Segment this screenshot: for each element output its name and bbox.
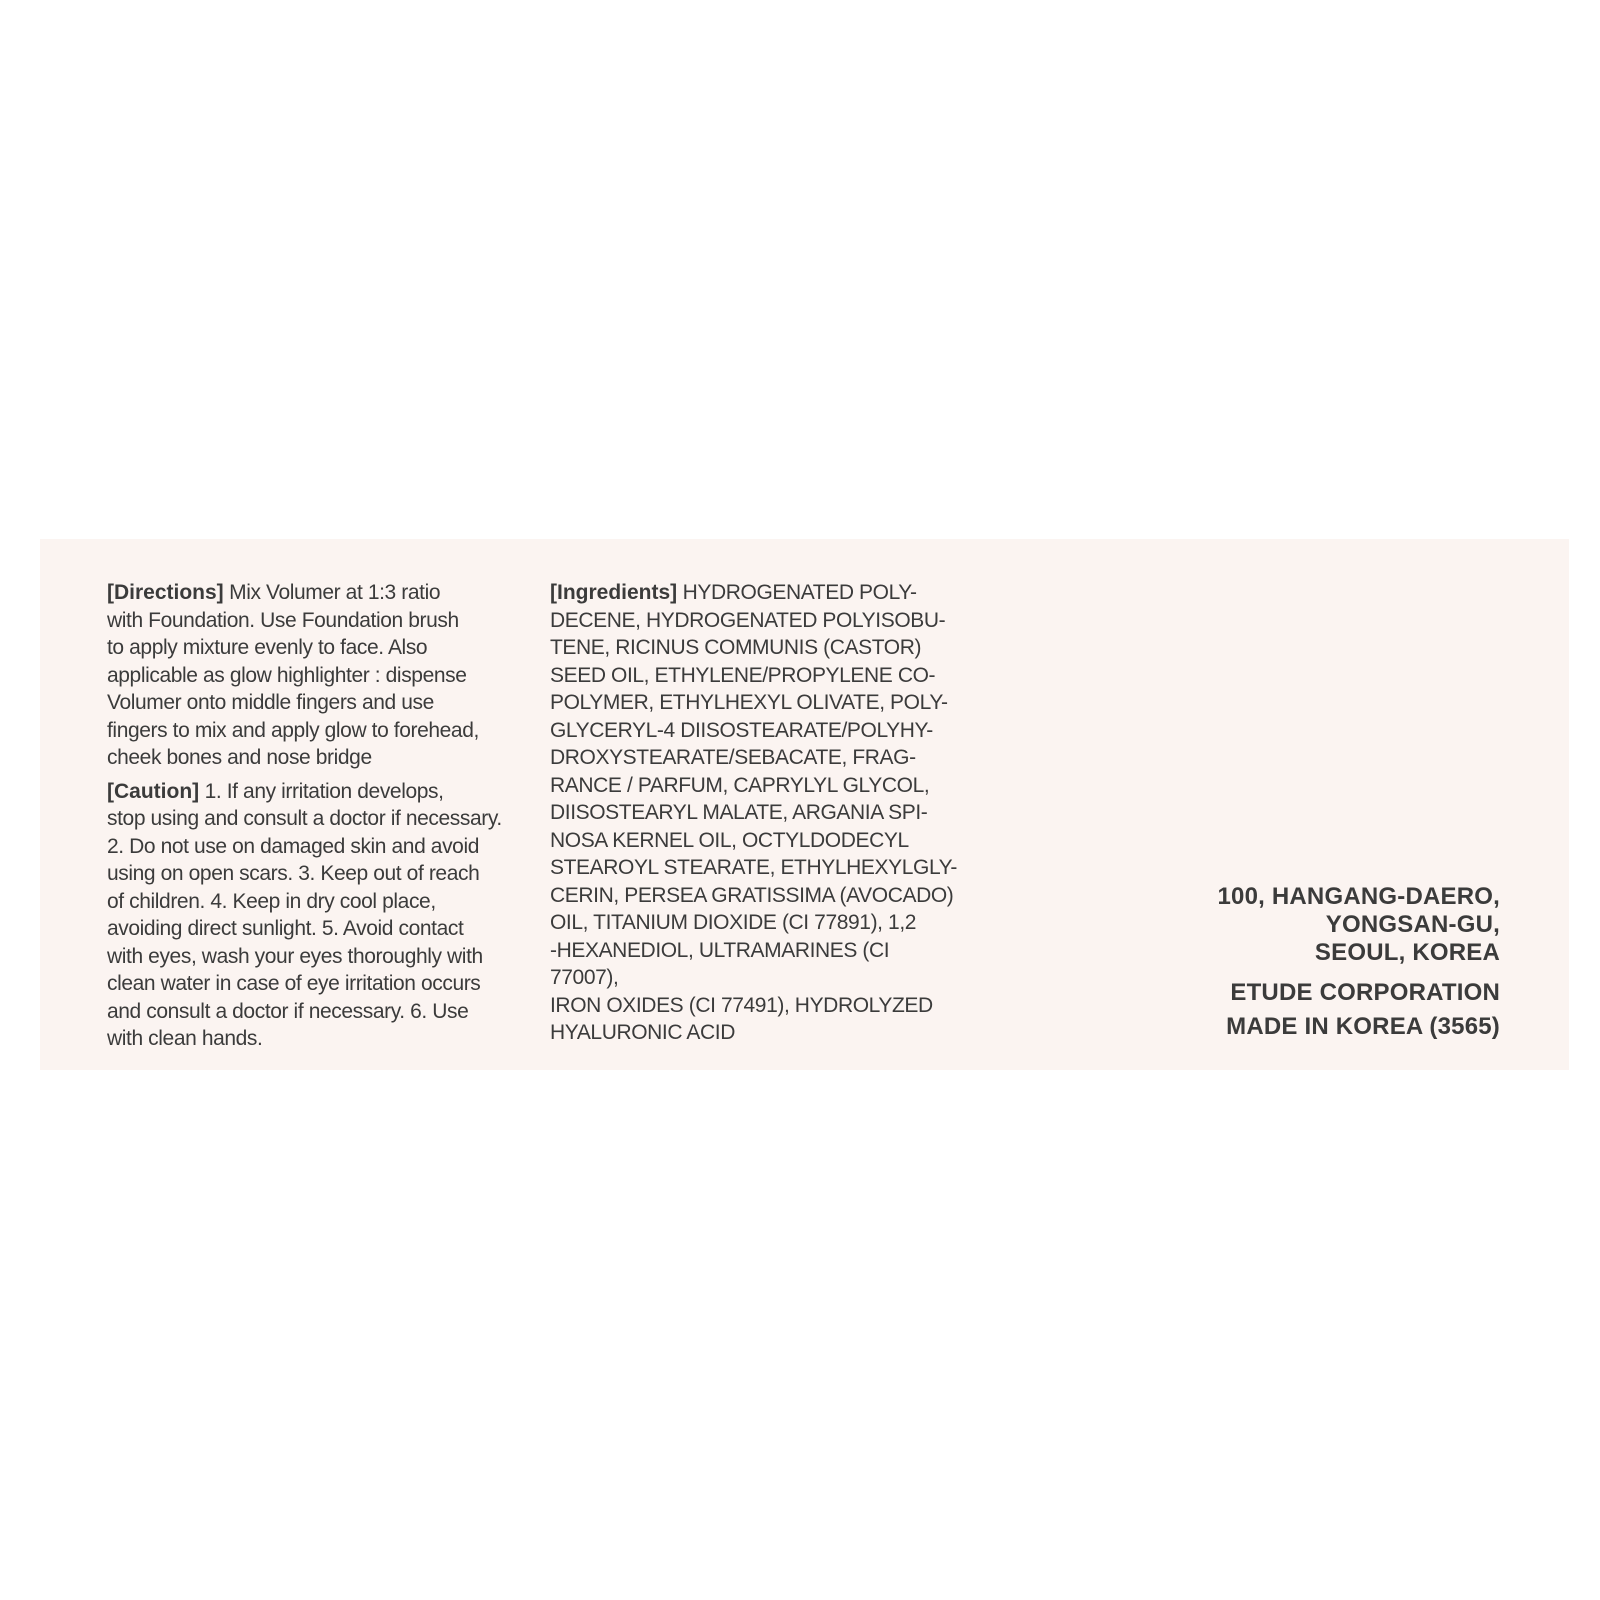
- directions-caution-column: [107, 579, 517, 1059]
- ingredients-text: HYDROGENATED POLY- DECENE, HYDROGENATED POLYISOBU- TENE, RICINUS COMMUNIS (CASTOR) SEED OIL, ETHYLENE/PROPYLENE CO- POLYMER, ETHYLHEXYL OLIVATE, POLY- GLYCERYL-4 DIISOSTEARATE/POLYHY- DROXYSTEARATE/SEBACATE, FRAG- RANCE / PARFUM, CAPRYLYL GLYCOL, DIISOSTEARYL MALATE, ARGANIA SPI- NOSA KERNEL OIL, OCTYLDODECYL STEAROYL STEARATE, ETHYLHEXYLGLY- CERIN, PERSEA GRATISSIMA (AVOCADO) OIL, TITANIUM DIOXIDE (CI 77891), 1,2 -HEXANEDIOL, ULTRAMARINES (CI 77007), IRON OXIDES (CI 77491), HYDROLYZED HYALURONIC ACID: [550, 581, 957, 1044]
- manufacturer-address: 100, HANGANG-DAERO, YONGSAN-GU, SEOUL, KOREA: [1217, 883, 1500, 966]
- caution-text: 1. If any irritation develops, stop using and consult a doctor if necessary. 2. Do not use on damaged skin and avoid using on open scars. 3. Keep out of reach of children. 4. Keep in dry cool place, avoiding direct sunlight. 5. Avoid contact with eyes, wash your eyes thoroughly with clean water in case of eye irritation occurs and consult a doctor if necessary. 6. Use with clean hands.: [107, 779, 502, 1050]
- ingredients-column: [550, 579, 960, 1053]
- caution-heading: [Caution]: [107, 779, 200, 803]
- directions-paragraph: [107, 579, 517, 772]
- manufacturer-company: ETUDE CORPORATION MADE IN KOREA (3565): [1226, 979, 1500, 1040]
- ingredients-heading: [Ingredients]: [550, 581, 678, 604]
- directions-text: Mix Volumer at 1:3 ratio with Foundation. Use Foundation brush to apply mixture evenly to face. Also applicable as glow highlighter : dispense Volumer onto middle fingers and use fingers to mix and apply glow to forehead, cheek bones and nose bridge: [107, 581, 479, 769]
- manufacturer-block: [1217, 883, 1500, 1044]
- ingredients-paragraph: [550, 579, 960, 1047]
- product-label-panel: [40, 539, 1569, 1070]
- caution-paragraph: [107, 778, 517, 1053]
- directions-heading: [Directions]: [107, 581, 224, 604]
